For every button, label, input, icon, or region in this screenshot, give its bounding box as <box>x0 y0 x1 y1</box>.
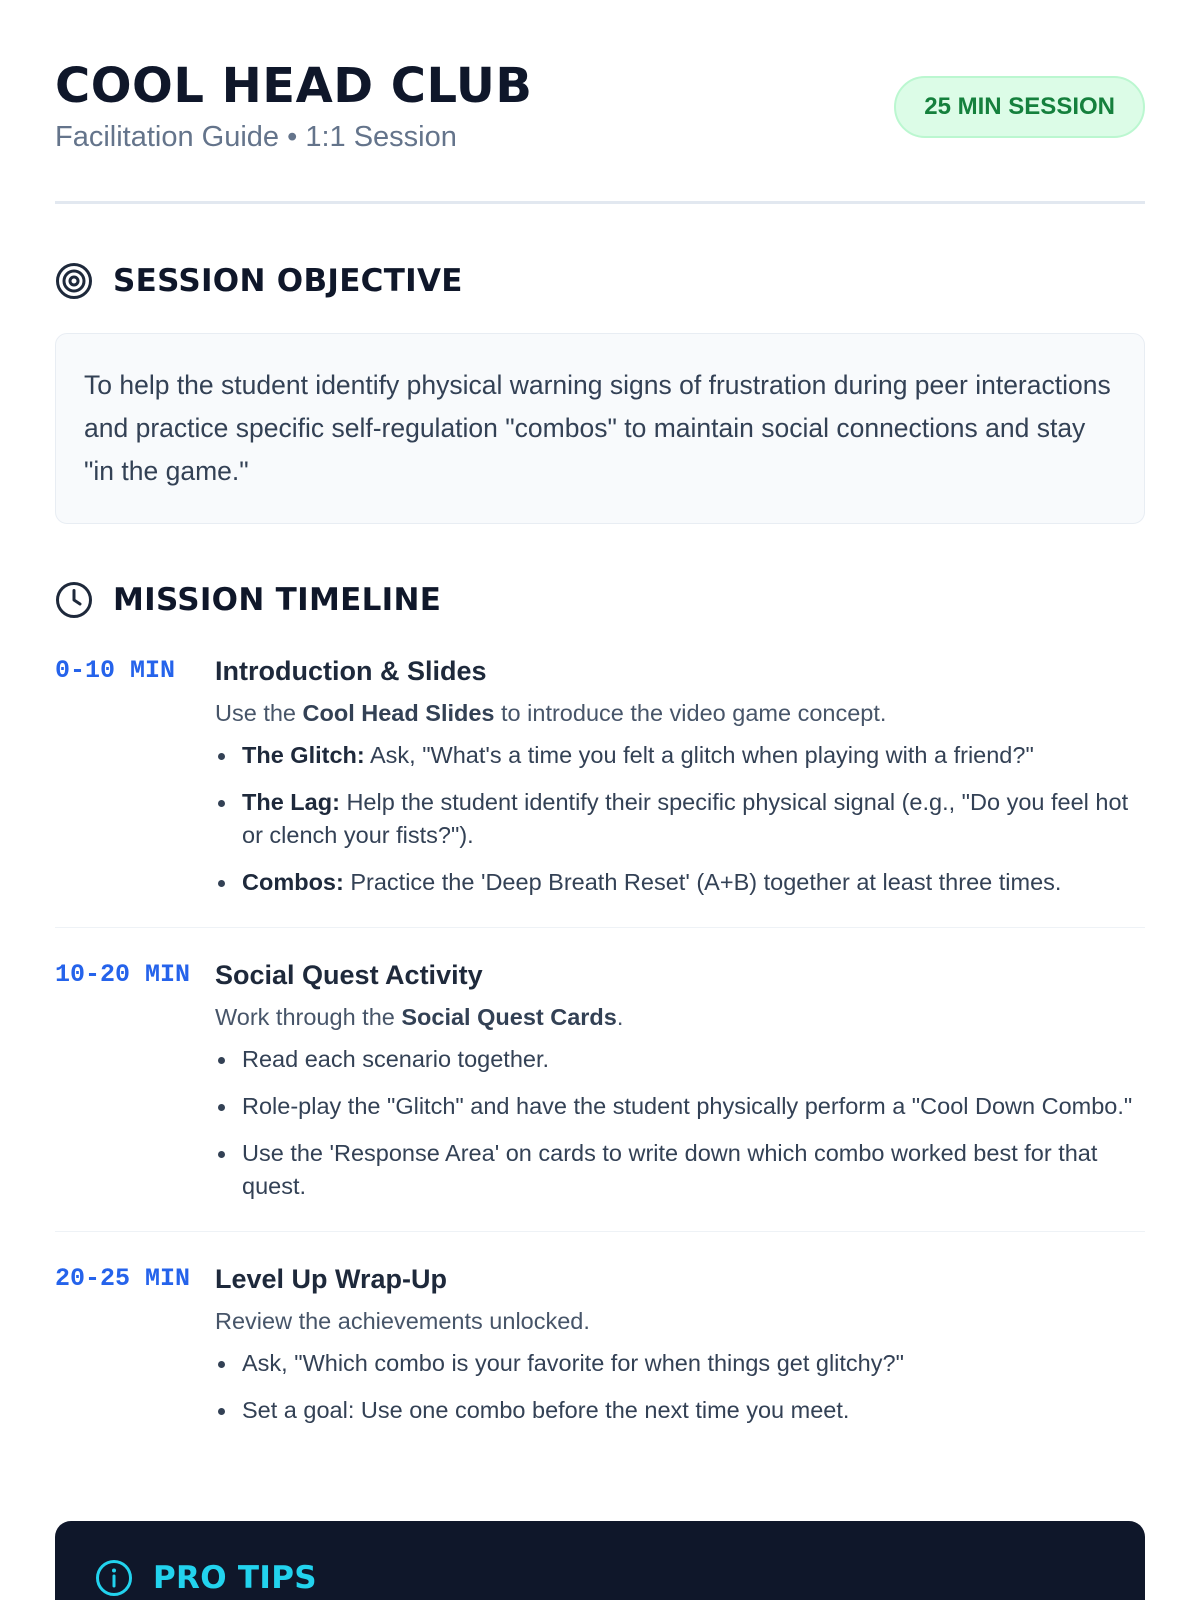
list-item: Use the 'Response Area' on cards to write down which combo worked best for that quest. <box>215 1137 1145 1203</box>
list-item: Set a goal: Use one combo before the next time you meet. <box>215 1394 1145 1427</box>
objective-section <box>55 261 1145 524</box>
timeline-heading <box>55 580 1145 620</box>
list-item: Combos: Practice the 'Deep Breath Reset' (A+B) together at least three times. <box>215 866 1145 899</box>
pro-tips-title: PRO TIPS <box>153 1560 317 1596</box>
timeline-body <box>215 654 1145 913</box>
list-item: Ask, "Which combo is your favorite for when things get glitchy?" <box>215 1347 1145 1380</box>
timeline-item <box>55 654 1145 927</box>
target-icon <box>55 262 93 300</box>
timeline-body <box>215 958 1145 1217</box>
page-header <box>55 0 1145 204</box>
timeline-item-title: Introduction & Slides <box>215 656 487 686</box>
list-item: Role-play the "Glitch" and have the student physically perform a "Cool Down Combo." <box>215 1090 1145 1123</box>
list-item: The Glitch: Ask, "What's a time you felt a glitch when playing with a friend?" <box>215 739 1145 772</box>
timeline-body <box>215 1262 1145 1441</box>
objective-text: To help the student identify physical warning signs of frustration during peer interactions and practice specific self-regulation "combos" to maintain social connections and stay "in the game." <box>55 333 1145 524</box>
timeline-item-desc: Review the achievements unlocked. <box>215 1308 590 1334</box>
list-item: The Lag: Help the student identify their specific physical signal (e.g., "Do you feel hot or clench your fists?"). <box>215 786 1145 852</box>
timeline-bullets <box>215 1043 1145 1203</box>
timeline-item <box>55 927 1145 1231</box>
pro-tips-heading <box>95 1559 1105 1597</box>
objective-title: SESSION OBJECTIVE <box>113 263 463 299</box>
timeline-time: 0-10 MIN <box>55 656 176 685</box>
session-duration-badge: 25 MIN SESSION <box>894 76 1145 138</box>
timeline-bullets <box>215 739 1145 899</box>
page-title: COOL HEAD CLUB <box>55 58 533 114</box>
timeline-title: MISSION TIMELINE <box>113 582 442 618</box>
timeline-section <box>55 580 1145 1441</box>
timeline-item-title: Social Quest Activity <box>215 960 483 990</box>
timeline-item-desc: Work through the Social Quest Cards. <box>215 1004 624 1030</box>
page-subtitle: Facilitation Guide • 1:1 Session <box>55 121 457 153</box>
timeline-bullets <box>215 1347 1145 1427</box>
clock-icon <box>55 581 93 619</box>
timeline-item-title: Level Up Wrap-Up <box>215 1264 448 1294</box>
timeline-time: 20-25 MIN <box>55 1264 191 1293</box>
timeline-item-desc: Use the Cool Head Slides to introduce the video game concept. <box>215 700 887 726</box>
timeline-time: 10-20 MIN <box>55 960 191 989</box>
pro-tips-panel <box>55 1521 1145 1600</box>
timeline-item <box>55 1231 1145 1441</box>
list-item: Read each scenario together. <box>215 1043 1145 1076</box>
info-icon <box>95 1559 133 1597</box>
objective-heading <box>55 261 1145 301</box>
